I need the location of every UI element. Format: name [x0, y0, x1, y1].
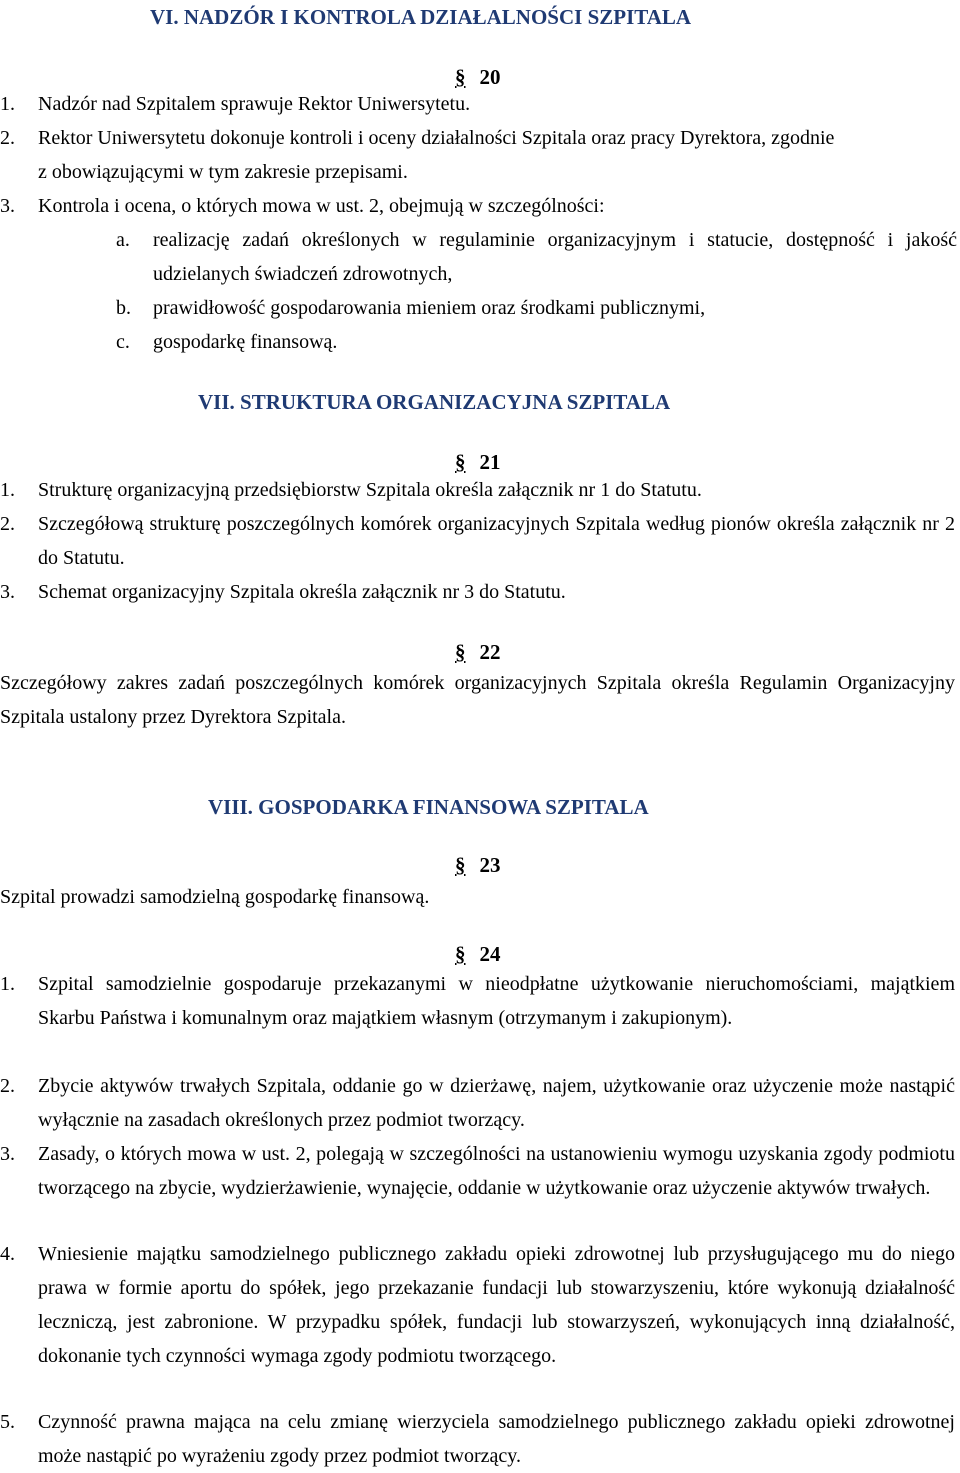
item-number: 3. [0, 1143, 15, 1165]
list-item: Strukturę organizacyjną przedsiębiorstw Szpitala określa załącznik nr 1 do Statutu. [38, 479, 702, 501]
sub-list-item: gospodarkę finansową. [153, 331, 338, 353]
list-item: Szczegółową strukturę poszczególnych komórek organizacyjnych Szpitala według pionów określa załącznik nr 2 do Statutu. [38, 513, 955, 569]
paragraph-number: 20 [479, 65, 501, 89]
item-number: 2. [0, 1075, 15, 1097]
list-item: Zasady, o których mowa w ust. 2, polegają w szczególności na ustanowieniu wymogu uzyskania zgody podmiotu tworzącego na zbycie, wydzierżawienie, wynajęcie, oddanie w użytkowanie oraz użyczenie aktywów trwałych. [38, 1143, 955, 1199]
section-sign: § [455, 640, 466, 664]
section-heading-vii: VII. STRUKTURA ORGANIZACYJNA SZPITALA [198, 390, 671, 414]
section-sign: § [455, 65, 466, 89]
list-item: Schemat organizacyjny Szpitala określa załącznik nr 3 do Statutu. [38, 581, 566, 603]
item-number: 5. [0, 1411, 15, 1433]
paragraph-number: 22 [479, 640, 501, 664]
paragraph-23-heading [455, 848, 501, 882]
section-sign: § [455, 853, 466, 877]
paragraph-22-heading [455, 635, 501, 669]
list-item: Rektor Uniwersytetu dokonuje kontroli i oceny działalności Szpitala oraz pracy Dyrektora, zgodnie z obowiązującymi w tym zakresie przepisami. [38, 127, 835, 183]
paragraph-number: 23 [479, 853, 501, 877]
subitem-letter: b. [116, 297, 131, 319]
subitem-letter: c. [116, 331, 130, 353]
sub-list-item: prawidłowość gospodarowania mieniem oraz środkami publicznymi, [153, 297, 706, 319]
sub-list-item: realizację zadań określonych w regulaminie organizacyjnym i statucie, dostępność i jakość udzielanych świadczeń zdrowotnych, [153, 229, 957, 285]
subitem-letter: a. [116, 229, 130, 251]
item-number: 3. [0, 581, 15, 603]
section-sign: § [455, 942, 466, 966]
item-number: 2. [0, 127, 15, 149]
paragraph-23-text: Szpital prowadzi samodzielną gospodarkę finansową. [0, 886, 430, 908]
paragraph-22-text: Szczegółowy zakres zadań poszczególnych komórek organizacyjnych Szpitala określa Regulamin Organizacyjny Szpitala ustalony przez Dyrektora Szpitala. [0, 672, 955, 728]
list-item: Szpital samodzielnie gospodaruje przekazanymi w nieodpłatne użytkowanie nieruchomościami, majątkiem Skarbu Państwa i komunalnym oraz majątkiem własnym (otrzymanym i zakupionym). [38, 973, 955, 1029]
item-number: 3. [0, 195, 15, 217]
paragraph-number: 24 [479, 942, 501, 966]
list-item: Nadzór nad Szpitalem sprawuje Rektor Uniwersytetu. [38, 93, 471, 115]
list-item: Czynność prawna mająca na celu zmianę wierzyciela samodzielnego publicznego zakładu opieki zdrowotnej może nastąpić po wyrażeniu zgody przez podmiot tworzący. [38, 1411, 955, 1467]
list-item: Kontrola i ocena, o których mowa w ust. 2, obejmują w szczególności: [38, 195, 605, 217]
item-number: 1. [0, 93, 15, 115]
item-number: 1. [0, 973, 15, 995]
item-number: 4. [0, 1243, 15, 1265]
list-item: Wniesienie majątku samodzielnego publicznego zakładu opieki zdrowotnej lub przysługującego mu do niego prawa w formie aportu do spółek, jego przekazanie fundacji lub stowarzyszeniu, które wykonują działalność leczniczą, jest zabronione. W przypadku spółek, fundacji lub stowarzyszeń, wykonujących inną działalność, dokonanie tych czynności wymaga zgody podmiotu tworzącego. [38, 1243, 955, 1367]
paragraph-number: 21 [479, 450, 501, 474]
item-number: 2. [0, 513, 15, 535]
list-item: Zbycie aktywów trwałych Szpitala, oddanie go w dzierżawę, najem, użytkowanie oraz użyczenie może nastąpić wyłącznie na zasadach określonych przez podmiot tworzący. [38, 1075, 955, 1131]
section-heading-viii: VIII. GOSPODARKA FINANSOWA SZPITALA [208, 795, 649, 819]
section-heading-vi: VI. NADZÓR I KONTROLA DZIAŁALNOŚCI SZPITALA [150, 5, 692, 29]
section-sign: § [455, 450, 466, 474]
item-number: 1. [0, 479, 15, 501]
paragraph-24-heading [455, 937, 501, 971]
